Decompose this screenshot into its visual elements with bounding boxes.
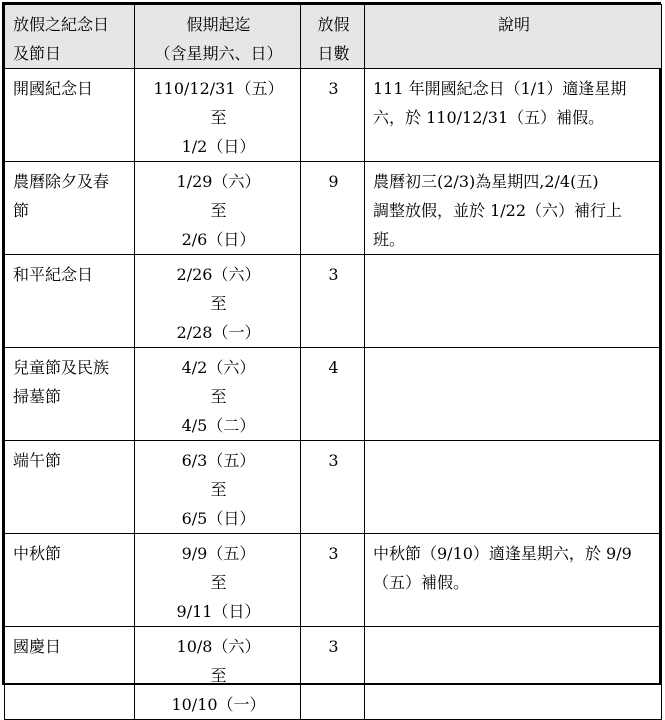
holiday-name-cell xyxy=(5,441,135,534)
period-line: 1/29（六） xyxy=(176,172,261,191)
period-line: 至 xyxy=(210,108,227,127)
holiday-name-line: 農曆除夕及春 xyxy=(13,172,110,191)
holiday-name-line: 和平紀念日 xyxy=(13,265,94,284)
description-line: 六，於 110/12/31（五）補假。 xyxy=(373,108,605,127)
holiday-name-line: 國慶日 xyxy=(13,637,62,656)
header-days-line: 放假 xyxy=(317,15,350,34)
days-cell: 3 xyxy=(301,441,365,534)
holiday-name-line: 兒童節及民族 xyxy=(13,358,110,377)
days-cell: 4 xyxy=(301,348,365,441)
days-cell: 3 xyxy=(301,69,365,162)
table-row xyxy=(5,69,662,162)
period-line: 2/28（一） xyxy=(176,323,261,342)
description-line: 111 年開國紀念日（1/1）適逢星期 xyxy=(373,79,627,98)
period-cell xyxy=(135,348,301,441)
days-cell: 3 xyxy=(301,255,365,348)
period-line: 至 xyxy=(210,294,227,313)
description-line: 農曆初三(2/3)為星期四,2/4(五) xyxy=(373,172,599,191)
description-cell xyxy=(365,534,662,627)
days-cell: 3 xyxy=(301,534,365,627)
days-cell: 9 xyxy=(301,162,365,255)
header-period-line: 假期起迄 xyxy=(186,15,251,34)
description-cell xyxy=(365,69,662,162)
description-cell xyxy=(365,255,662,348)
holiday-name-cell xyxy=(5,69,135,162)
period-line: 至 xyxy=(210,387,227,406)
holiday-name-cell xyxy=(5,534,135,627)
holiday-name-line: 中秋節 xyxy=(13,544,62,563)
period-line: 10/8（六） xyxy=(176,637,261,656)
description-cell xyxy=(365,348,662,441)
period-line: 4/5（二） xyxy=(181,416,256,435)
description-cell xyxy=(365,441,662,534)
period-cell xyxy=(135,255,301,348)
holiday-name-cell xyxy=(5,255,135,348)
period-cell xyxy=(135,69,301,162)
period-line: 10/10（一） xyxy=(171,695,266,714)
period-line: 至 xyxy=(210,666,227,685)
holiday-name-line: 端午節 xyxy=(13,451,62,470)
period-line: 110/12/31（五） xyxy=(153,79,284,98)
header-holiday-name-line: 放假之紀念日 xyxy=(13,15,110,34)
header-days xyxy=(301,5,365,69)
header-description: 說明 xyxy=(365,5,662,69)
period-line: 6/3（五） xyxy=(181,451,256,470)
period-cell xyxy=(135,627,301,720)
period-cell xyxy=(135,441,301,534)
holiday-name-line: 節 xyxy=(13,201,30,220)
holiday-name-line: 掃墓節 xyxy=(13,387,62,406)
table-row xyxy=(5,162,662,255)
description-line: 班。 xyxy=(373,230,406,249)
holiday-name-cell xyxy=(5,162,135,255)
header-period xyxy=(135,5,301,69)
period-line: 2/6（日） xyxy=(181,230,256,249)
description-line: 調整放假，並於 1/22（六）補行上 xyxy=(373,201,623,220)
table-row xyxy=(5,348,662,441)
header-days-line: 日數 xyxy=(317,44,350,63)
header-holiday-name xyxy=(5,5,135,69)
table-row xyxy=(5,534,662,627)
description-cell xyxy=(365,627,662,720)
period-line: 4/2（六） xyxy=(181,358,256,377)
period-line: 2/26（六） xyxy=(176,265,261,284)
table-row xyxy=(5,441,662,534)
description-cell xyxy=(365,162,662,255)
description-line: （五）補假。 xyxy=(373,573,470,592)
header-holiday-name-line: 及節日 xyxy=(13,44,62,63)
period-line: 至 xyxy=(210,201,227,220)
holiday-name-line: 開國紀念日 xyxy=(13,79,94,98)
table-row xyxy=(5,627,662,720)
days-cell: 3 xyxy=(301,627,365,720)
table-row xyxy=(5,255,662,348)
table-header-row xyxy=(5,5,662,69)
holiday-name-cell xyxy=(5,627,135,720)
period-line: 1/2（日） xyxy=(181,137,256,156)
period-line: 至 xyxy=(210,573,227,592)
header-period-line: （含星期六、日） xyxy=(154,44,283,63)
period-cell xyxy=(135,534,301,627)
period-line: 9/9（五） xyxy=(181,544,256,563)
holiday-name-cell xyxy=(5,348,135,441)
period-line: 6/5（日） xyxy=(181,509,256,528)
holiday-table xyxy=(4,4,662,720)
description-line: 中秋節（9/10）適逢星期六，於 9/9 xyxy=(373,544,632,563)
period-line: 至 xyxy=(210,480,227,499)
period-line: 9/11（日） xyxy=(176,602,261,621)
period-cell xyxy=(135,162,301,255)
